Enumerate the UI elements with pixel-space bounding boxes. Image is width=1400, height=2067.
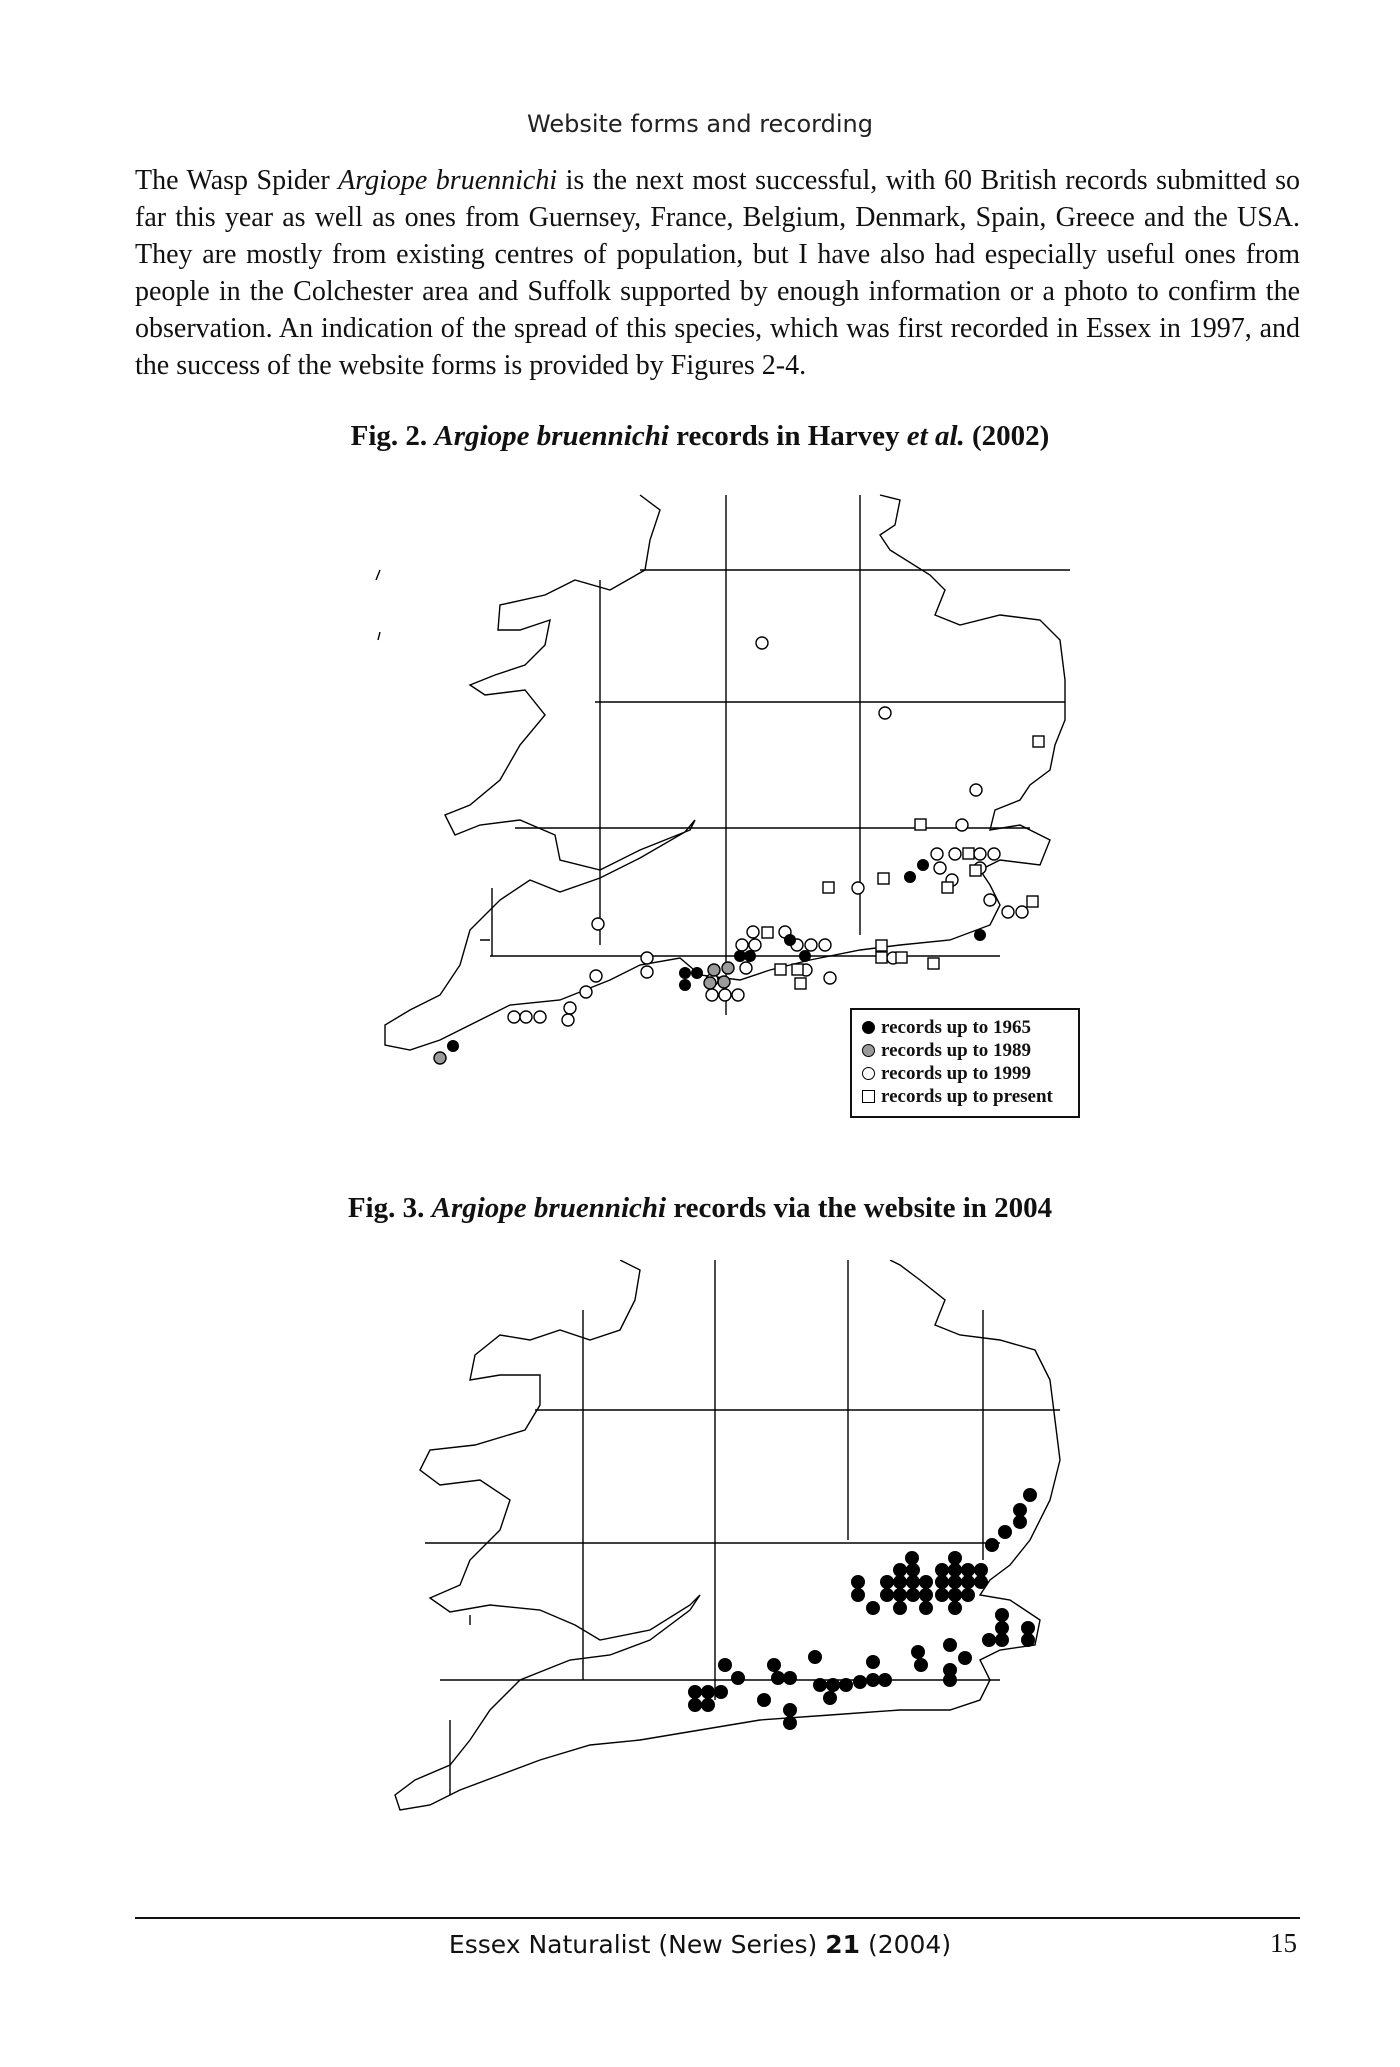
record-point-filled-circle — [823, 1691, 837, 1705]
record-point-filled-circle — [813, 1678, 827, 1692]
figure-3-map — [0, 1260, 1400, 1820]
record-point-open-circle — [756, 637, 768, 649]
record-point-filled-circle — [701, 1685, 715, 1699]
record-point-filled-circle — [935, 1575, 949, 1589]
record-point-filled-circle — [961, 1563, 975, 1577]
record-point-open-circle — [641, 966, 653, 978]
record-point-filled-circle — [851, 1588, 865, 1602]
record-point-filled-circle — [1013, 1503, 1027, 1517]
record-point-open-circle — [740, 962, 752, 974]
record-point-open-circle — [988, 848, 1000, 860]
record-point-filled-circle — [893, 1575, 907, 1589]
record-point-filled-circle — [1021, 1621, 1035, 1635]
record-point-filled-circle — [961, 1575, 975, 1589]
record-point-filled-circle — [757, 1693, 771, 1707]
record-point-filled-circle — [799, 950, 811, 962]
footer-rule — [135, 1917, 1300, 1919]
record-point-filled-circle — [679, 967, 691, 979]
open-square-icon — [862, 1090, 875, 1103]
running-title: Website forms and recording — [527, 110, 873, 138]
figure-caption-year: (2002) — [964, 420, 1050, 452]
record-point-open-circle — [852, 882, 864, 894]
record-point-open-circle — [984, 894, 996, 906]
record-point-open-circle — [974, 848, 986, 860]
paragraph-text-rest: is the next most successful, with 60 British records submitted so far this year as well as ones from Guernsey, France, Belgium, Denmark, Spain, Greece and the USA. They are mostly from existing centres of population, but I have also had especially useful ones from people in the Colchester area and Suffolk supported by enough information or a photo to confirm the observation. An indication of the spread of this species, which was first recorded in Essex in 1997, and the success of the website forms is provided by Figures 2-4. — [135, 165, 1300, 381]
open-circle-icon — [862, 1067, 875, 1080]
paragraph-text-start: The Wasp Spider — [135, 165, 339, 196]
figure-species: Argiope bruennichi — [431, 1192, 667, 1224]
record-point-open-circle — [564, 1002, 576, 1014]
record-point-filled-circle — [714, 1685, 728, 1699]
record-point-filled-circle — [853, 1675, 867, 1689]
record-point-filled-circle — [893, 1601, 907, 1615]
legend-item — [862, 1062, 1068, 1085]
journal-name: Essex Naturalist (New Series) — [448, 1930, 826, 1959]
record-point-open-square — [795, 978, 806, 989]
record-point-open-circle — [520, 1011, 532, 1023]
record-point-filled-circle — [783, 1716, 797, 1730]
record-point-open-circle — [736, 939, 748, 951]
record-point-filled-circle — [948, 1563, 962, 1577]
record-point-filled-circle — [851, 1575, 865, 1589]
record-point-filled-circle — [783, 1703, 797, 1717]
journal-volume: 21 — [825, 1930, 860, 1959]
record-point-open-circle — [508, 1011, 520, 1023]
record-point-filled-circle — [688, 1685, 702, 1699]
record-point-open-square — [823, 882, 834, 893]
record-point-filled-circle — [943, 1638, 957, 1652]
record-point-open-circle — [1002, 906, 1014, 918]
legend-label: records up to 1989 — [881, 1040, 1032, 1061]
record-point-open-circle — [879, 707, 891, 719]
legend-label: records up to present — [881, 1086, 1053, 1107]
record-point-filled-circle — [878, 1673, 892, 1687]
record-point-open-circle — [749, 939, 761, 951]
record-point-open-circle — [970, 784, 982, 796]
record-point-open-circle — [562, 1014, 574, 1026]
record-point-filled-circle — [1013, 1515, 1027, 1529]
record-point-open-circle — [931, 848, 943, 860]
figure-label: Fig. 2. — [350, 420, 428, 452]
figure-2-map — [0, 480, 1400, 1140]
record-point-filled-circle — [911, 1645, 925, 1659]
record-point-filled-circle — [974, 929, 986, 941]
page-number: 15 — [1270, 1928, 1297, 1958]
record-point-filled-circle — [866, 1673, 880, 1687]
record-point-open-square — [792, 964, 803, 975]
record-point-filled-circle — [718, 1658, 732, 1672]
record-point-filled-circle — [783, 1671, 797, 1685]
record-point-filled-circle — [919, 1588, 933, 1602]
species-name: Argiope bruennichi — [338, 165, 558, 196]
record-point-open-square — [762, 927, 773, 938]
record-point-open-circle — [580, 986, 592, 998]
record-point-filled-circle — [1023, 1488, 1037, 1502]
record-point-open-square — [915, 819, 926, 830]
record-point-filled-circle — [995, 1608, 1009, 1622]
record-point-filled-circle — [906, 1563, 920, 1577]
record-point-filled-circle — [679, 979, 691, 991]
figure-2-caption — [0, 420, 1400, 453]
record-point-open-circle — [732, 989, 744, 1001]
record-point-filled-circle — [906, 1575, 920, 1589]
record-point-filled-circle — [948, 1575, 962, 1589]
record-point-filled-circle — [893, 1563, 907, 1577]
record-point-filled-circle — [808, 1650, 822, 1664]
record-point-open-circle — [805, 939, 817, 951]
record-point-grey-circle — [434, 1052, 446, 1064]
record-point-open-circle — [819, 939, 831, 951]
record-point-filled-circle — [935, 1563, 949, 1577]
record-point-filled-circle — [943, 1673, 957, 1687]
legend-label: records up to 1999 — [881, 1063, 1032, 1084]
figure-2-points — [434, 637, 1044, 1064]
figure-species: Argiope bruennichi — [434, 420, 669, 452]
legend-item — [862, 1016, 1068, 1039]
record-point-filled-circle — [866, 1601, 880, 1615]
record-point-filled-circle — [905, 1551, 919, 1565]
legend-item — [862, 1039, 1068, 1062]
record-point-filled-circle — [1021, 1633, 1035, 1647]
journal-footer — [0, 1930, 1400, 1959]
record-point-filled-circle — [998, 1525, 1012, 1539]
record-point-filled-circle — [919, 1601, 933, 1615]
record-point-filled-circle — [731, 1671, 745, 1685]
record-point-filled-circle — [771, 1671, 785, 1685]
record-point-filled-circle — [958, 1651, 972, 1665]
record-point-open-circle — [592, 918, 604, 930]
record-point-grey-circle — [722, 962, 734, 974]
record-point-open-circle — [706, 989, 718, 1001]
record-point-filled-circle — [948, 1551, 962, 1565]
record-point-open-circle — [824, 972, 836, 984]
record-point-open-square — [963, 848, 974, 859]
record-point-filled-circle — [935, 1588, 949, 1602]
record-point-filled-circle — [995, 1633, 1009, 1647]
record-point-open-square — [1033, 736, 1044, 747]
record-point-filled-circle — [767, 1658, 781, 1672]
filled-circle-icon — [862, 1021, 875, 1034]
record-point-filled-circle — [906, 1588, 920, 1602]
record-point-filled-circle — [974, 1575, 988, 1589]
record-point-filled-circle — [744, 950, 756, 962]
record-point-open-circle — [590, 970, 602, 982]
record-point-filled-circle — [917, 859, 929, 871]
figure-caption-text: records via the website in 2004 — [666, 1192, 1053, 1224]
record-point-filled-circle — [961, 1588, 975, 1602]
figure-caption-etal: et al. — [906, 420, 965, 452]
record-point-open-square — [876, 940, 887, 951]
record-point-filled-circle — [880, 1588, 894, 1602]
record-point-filled-circle — [447, 1040, 459, 1052]
record-point-filled-circle — [974, 1563, 988, 1577]
record-point-grey-circle — [708, 964, 720, 976]
record-point-open-square — [876, 952, 887, 963]
record-point-filled-circle — [866, 1655, 880, 1669]
record-point-filled-circle — [904, 871, 916, 883]
record-point-open-square — [775, 964, 786, 975]
record-point-filled-circle — [982, 1633, 996, 1647]
record-point-filled-circle — [948, 1601, 962, 1615]
record-point-open-circle — [719, 989, 731, 1001]
record-point-filled-circle — [985, 1538, 999, 1552]
record-point-open-square — [942, 882, 953, 893]
record-point-filled-circle — [701, 1698, 715, 1712]
body-paragraph — [135, 162, 1300, 384]
record-point-open-square — [1027, 896, 1038, 907]
record-point-open-circle — [934, 862, 946, 874]
record-point-open-circle — [534, 1011, 546, 1023]
record-point-grey-circle — [718, 976, 730, 988]
figure-3-points — [688, 1488, 1037, 1730]
record-point-grey-circle — [704, 977, 716, 989]
record-point-open-circle — [949, 848, 961, 860]
record-point-open-circle — [641, 952, 653, 964]
grey-circle-icon — [862, 1044, 875, 1057]
record-point-filled-circle — [995, 1621, 1009, 1635]
figure-label: Fig. 3. — [347, 1192, 425, 1224]
record-point-open-circle — [747, 926, 759, 938]
record-point-filled-circle — [826, 1678, 840, 1692]
figure-caption-text: records in Harvey — [668, 420, 907, 452]
record-point-filled-circle — [948, 1588, 962, 1602]
record-point-filled-circle — [839, 1678, 853, 1692]
legend-label: records up to 1965 — [881, 1017, 1032, 1038]
legend-item — [862, 1085, 1068, 1108]
record-point-filled-circle — [914, 1658, 928, 1672]
record-point-open-square — [928, 958, 939, 969]
record-point-filled-circle — [688, 1698, 702, 1712]
record-point-open-circle — [1016, 906, 1028, 918]
record-point-open-square — [896, 952, 907, 963]
record-point-filled-circle — [919, 1575, 933, 1589]
record-point-open-square — [878, 873, 889, 884]
record-point-filled-circle — [893, 1588, 907, 1602]
record-point-filled-circle — [880, 1575, 894, 1589]
record-point-filled-circle — [691, 967, 703, 979]
record-point-filled-circle — [784, 934, 796, 946]
record-point-open-circle — [956, 819, 968, 831]
map-legend — [850, 1008, 1080, 1118]
journal-year: (2004) — [860, 1930, 952, 1959]
record-point-open-square — [970, 865, 981, 876]
figure-3-caption — [0, 1192, 1400, 1225]
